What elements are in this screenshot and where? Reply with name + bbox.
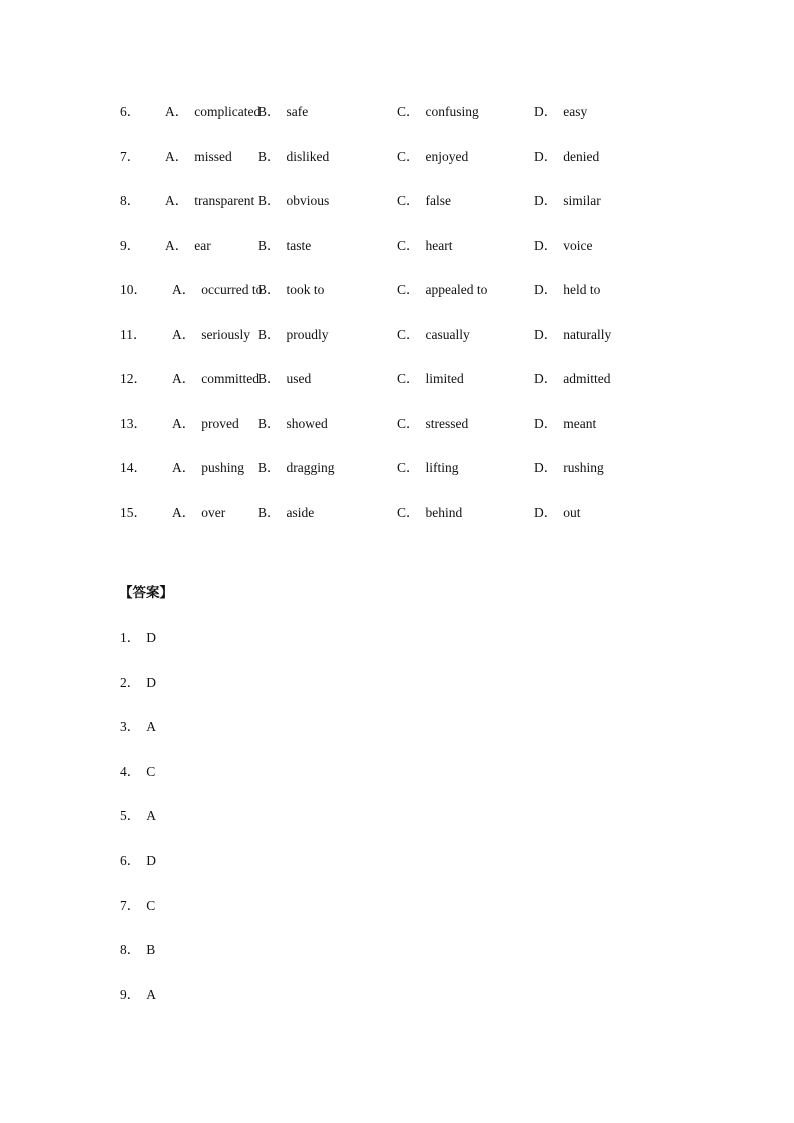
option-c bbox=[397, 369, 464, 389]
answer-number: 3． bbox=[120, 719, 141, 735]
option-text: showed bbox=[286, 415, 328, 431]
option-text: taste bbox=[286, 237, 312, 253]
option-label: B． bbox=[258, 148, 281, 164]
answer-row bbox=[120, 985, 156, 1030]
option-text: over bbox=[201, 504, 226, 520]
option-a bbox=[172, 369, 259, 389]
question-number: 14． bbox=[120, 460, 147, 475]
answer-number: 7． bbox=[120, 897, 141, 913]
option-text: aside bbox=[286, 504, 315, 520]
option-c bbox=[397, 280, 487, 300]
option-label: A． bbox=[172, 371, 196, 386]
option-b bbox=[258, 236, 311, 256]
option-text: disliked bbox=[286, 148, 330, 164]
option-label: A． bbox=[172, 460, 196, 475]
option-a bbox=[165, 191, 254, 211]
question-row bbox=[120, 414, 680, 459]
option-text: easy bbox=[563, 104, 588, 119]
option-text: proudly bbox=[286, 326, 329, 342]
option-label: D． bbox=[534, 504, 558, 520]
answer-row bbox=[120, 628, 156, 673]
option-text: pushing bbox=[201, 460, 245, 475]
question-number: 8． bbox=[120, 193, 141, 208]
answer-letter: D bbox=[146, 852, 156, 868]
option-label: A． bbox=[165, 193, 189, 208]
option-label: C． bbox=[397, 104, 420, 119]
option-text: ear bbox=[194, 237, 211, 253]
option-text: heart bbox=[425, 237, 453, 253]
option-label: A． bbox=[165, 148, 189, 164]
question-row bbox=[120, 147, 680, 192]
option-label: A． bbox=[165, 237, 189, 253]
option-d bbox=[534, 102, 587, 122]
option-text: safe bbox=[286, 104, 309, 119]
question-number: 6． bbox=[120, 104, 141, 119]
option-label: D． bbox=[534, 237, 558, 253]
option-label: D． bbox=[534, 282, 558, 297]
option-text: proved bbox=[201, 415, 239, 431]
answer-letter: B bbox=[146, 942, 156, 958]
question-number: 15． bbox=[120, 504, 147, 520]
option-label: A． bbox=[172, 282, 196, 297]
answer-row bbox=[120, 717, 156, 762]
option-text: took to bbox=[286, 282, 325, 297]
option-text: admitted bbox=[563, 371, 611, 386]
option-d bbox=[534, 325, 611, 345]
option-d bbox=[534, 414, 596, 434]
answer-number: 1． bbox=[120, 630, 141, 645]
question-number: 10． bbox=[120, 282, 147, 297]
option-label: C． bbox=[397, 460, 420, 475]
question-row bbox=[120, 503, 680, 548]
answer-row bbox=[120, 851, 156, 896]
option-b bbox=[258, 503, 314, 523]
option-label: C． bbox=[397, 326, 420, 342]
option-text: enjoyed bbox=[425, 148, 469, 164]
option-text: voice bbox=[563, 237, 593, 253]
option-a bbox=[172, 458, 244, 478]
option-text: casually bbox=[425, 326, 470, 342]
option-c bbox=[397, 458, 459, 478]
option-a bbox=[165, 147, 232, 167]
option-text: false bbox=[425, 193, 451, 208]
option-b bbox=[258, 369, 311, 389]
option-b bbox=[258, 191, 329, 211]
option-c bbox=[397, 147, 468, 167]
answers-heading: 【答案】 bbox=[119, 585, 173, 601]
option-text: rushing bbox=[563, 460, 604, 475]
option-label: B． bbox=[258, 237, 281, 253]
option-text: missed bbox=[194, 148, 232, 164]
option-text: held to bbox=[563, 282, 601, 297]
option-text: used bbox=[286, 371, 312, 386]
option-label: C． bbox=[397, 504, 420, 520]
option-text: transparent bbox=[194, 193, 255, 208]
option-text: meant bbox=[563, 415, 597, 431]
question-number: 12． bbox=[120, 371, 147, 386]
option-text: complicated bbox=[194, 104, 261, 119]
question-row bbox=[120, 102, 680, 147]
option-a bbox=[165, 236, 211, 256]
option-a bbox=[172, 280, 262, 300]
answer-number: 2． bbox=[120, 674, 141, 690]
option-text: limited bbox=[425, 371, 464, 386]
option-label: B． bbox=[258, 504, 281, 520]
option-label: D． bbox=[534, 371, 558, 386]
answer-list bbox=[120, 628, 156, 1029]
option-label: B． bbox=[258, 326, 281, 342]
answer-letter: C bbox=[146, 897, 156, 913]
option-text: obvious bbox=[286, 193, 330, 208]
option-a bbox=[172, 414, 239, 434]
option-label: B． bbox=[258, 415, 281, 431]
answer-letter: A bbox=[146, 808, 156, 824]
option-label: D． bbox=[534, 460, 558, 475]
option-label: B． bbox=[258, 193, 281, 208]
option-label: D． bbox=[534, 104, 558, 119]
option-label: D． bbox=[534, 193, 558, 208]
option-b bbox=[258, 280, 324, 300]
option-b bbox=[258, 458, 335, 478]
answer-row bbox=[120, 762, 156, 807]
option-text: behind bbox=[425, 504, 463, 520]
option-c bbox=[397, 503, 462, 523]
answer-number: 9． bbox=[120, 986, 141, 1002]
question-row bbox=[120, 191, 680, 236]
option-text: appealed to bbox=[425, 282, 488, 297]
question-row bbox=[120, 280, 680, 325]
option-text: lifting bbox=[425, 460, 459, 475]
option-label: A． bbox=[172, 415, 196, 431]
option-a bbox=[165, 102, 260, 122]
option-label: D． bbox=[534, 415, 558, 431]
option-label: B． bbox=[258, 371, 281, 386]
option-label: C． bbox=[397, 148, 420, 164]
option-c bbox=[397, 102, 479, 122]
question-row bbox=[120, 236, 680, 281]
option-b bbox=[258, 147, 329, 167]
option-label: B． bbox=[258, 104, 281, 119]
option-d bbox=[534, 503, 581, 523]
answer-row bbox=[120, 806, 156, 851]
answer-row bbox=[120, 896, 156, 941]
question-row bbox=[120, 458, 680, 503]
answer-number: 6． bbox=[120, 852, 141, 868]
option-label: C． bbox=[397, 415, 420, 431]
question-number: 13． bbox=[120, 415, 147, 431]
option-text: denied bbox=[563, 148, 600, 164]
question-number: 9． bbox=[120, 237, 141, 253]
option-c bbox=[397, 191, 451, 211]
option-label: A． bbox=[172, 326, 196, 342]
answer-letter: A bbox=[146, 986, 156, 1002]
option-b bbox=[258, 414, 328, 434]
option-label: B． bbox=[258, 460, 281, 475]
question-number: 7． bbox=[120, 148, 141, 164]
option-d bbox=[534, 236, 593, 256]
option-label: A． bbox=[165, 104, 189, 119]
option-text: stressed bbox=[425, 415, 469, 431]
option-text: committed bbox=[201, 371, 259, 386]
question-number: 11． bbox=[120, 326, 147, 342]
option-d bbox=[534, 369, 611, 389]
answer-letter: C bbox=[146, 763, 156, 779]
answer-row bbox=[120, 673, 156, 718]
option-a bbox=[172, 325, 250, 345]
option-label: C． bbox=[397, 282, 420, 297]
option-c bbox=[397, 325, 470, 345]
question-list bbox=[120, 102, 680, 547]
answer-number: 5． bbox=[120, 808, 141, 824]
option-label: C． bbox=[397, 237, 420, 253]
option-b bbox=[258, 325, 329, 345]
option-label: C． bbox=[397, 193, 420, 208]
question-row bbox=[120, 325, 680, 370]
option-label: D． bbox=[534, 148, 558, 164]
option-label: A． bbox=[172, 504, 196, 520]
option-c bbox=[397, 414, 468, 434]
answer-letter: A bbox=[146, 719, 156, 735]
answer-letter: D bbox=[146, 630, 156, 645]
option-d bbox=[534, 147, 599, 167]
option-d bbox=[534, 191, 601, 211]
option-text: seriously bbox=[201, 326, 250, 342]
option-label: B． bbox=[258, 282, 281, 297]
option-label: D． bbox=[534, 326, 558, 342]
option-d bbox=[534, 458, 604, 478]
option-d bbox=[534, 280, 600, 300]
option-text: dragging bbox=[286, 460, 335, 475]
option-text: occurred to bbox=[201, 282, 263, 297]
answer-row bbox=[120, 940, 156, 985]
option-text: out bbox=[563, 504, 581, 520]
option-text: naturally bbox=[563, 326, 612, 342]
option-text: similar bbox=[563, 193, 601, 208]
option-text: confusing bbox=[425, 104, 479, 119]
answer-letter: D bbox=[146, 674, 156, 690]
question-row bbox=[120, 369, 680, 414]
option-c bbox=[397, 236, 453, 256]
option-b bbox=[258, 102, 308, 122]
option-a bbox=[172, 503, 225, 523]
answer-number: 4． bbox=[120, 763, 141, 779]
option-label: C． bbox=[397, 371, 420, 386]
answer-number: 8． bbox=[120, 942, 141, 958]
